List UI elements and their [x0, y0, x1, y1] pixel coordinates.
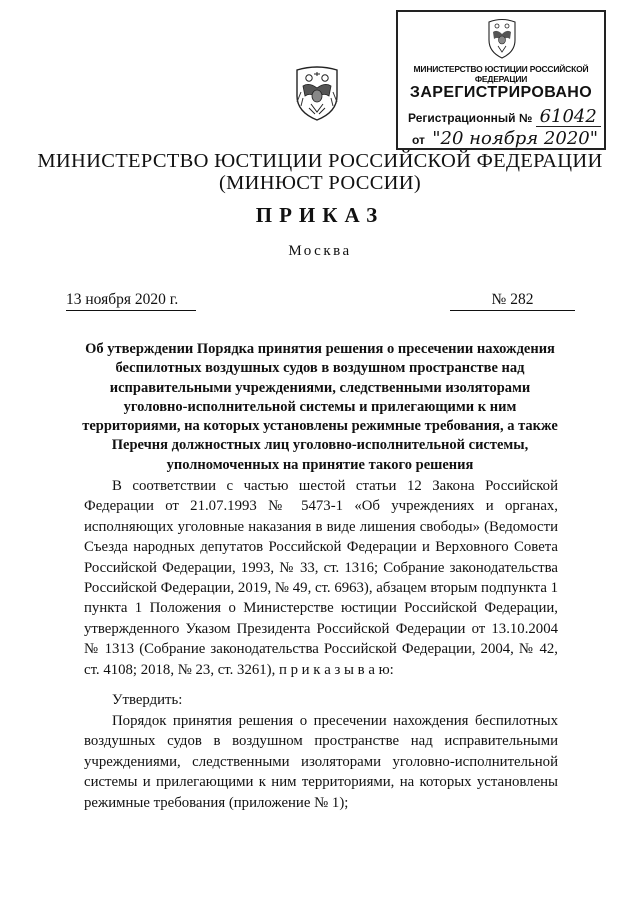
stamp-reg-label: Регистрационный №	[408, 111, 533, 125]
stamp-ministry-name: МИНИСТЕРСТВО ЮСТИЦИИ РОССИЙСКОЙ ФЕДЕРАЦИИ	[413, 64, 589, 84]
stamp-reg-number: 61042	[536, 108, 601, 127]
stamp-date-value: "20 ноября 2020"	[428, 130, 602, 149]
document-title: Об утверждении Порядка принятия решения о пресечении нахождения беспилотных воздушных судов в воздушном пространстве над исправительными учреждениями, следственными изоляторами уголовно-исполнительной системы и прилегающими к ним территориями, на которых установлены режимные требования, а также Перечня должностных лиц уголовно-исполнительной системы, уполномоченных на принятие такого решения	[82, 341, 558, 473]
document-city: Москва	[288, 243, 352, 259]
stamp-coat-of-arms-icon	[483, 16, 521, 60]
stamp-status: ЗАРЕГИСТРИРОВАНО	[409, 84, 593, 101]
preamble-paragraph: В соответствии с частью шестой статьи 12 Закона Российской Федерации от 21.07.1993 № 5473-1 «Об учреждениях и органах, исполняющих уголовные наказания в виде лишения свободы» (Ведомости Съезда народных депутатов Российской Федерации и Верховного Совета Российской Федерации, 1993, № 33, ст. 1316; Собрание законодательства Российской Федерации, 2019, № 49, ст. 6963), абзацем вторым подпункта 1 пункта 1 Положения о Министерстве юстиции Российской Федерации, утвержденного Указом Президента Российской Федерации от 13.10.2004 № 1313 (Собрание законодательства Российской Федерации, 2004, № 42, ст. 4108; 2018, № 23, ст. 3261), п р и к а з ы в а ю:	[84, 478, 558, 678]
approve-item-1: Порядок принятия решения о пресечении нахождения беспилотных воздушных судов в воздушном пространстве над исправительными учреждениями, следственными изоляторами уголовно-исполнительной системы и прилегающими к ним территориями, на которых установлены режимные требования (приложение № 1);	[84, 713, 558, 811]
approve-heading: Утвердить:	[112, 692, 183, 708]
stamp-registration-date	[412, 130, 602, 149]
document-type: ПРИКАЗ	[255, 203, 385, 227]
ministry-name: МИНИСТЕРСТВО ЮСТИЦИИ РОССИЙСКОЙ ФЕДЕРАЦИИ	[37, 150, 603, 172]
stamp-date-prefix: от	[412, 133, 425, 147]
document-number: № 282	[450, 291, 575, 311]
registration-stamp	[396, 10, 606, 150]
coat-of-arms-icon	[287, 62, 347, 124]
ministry-short-name: (МИНЮСТ РОССИИ)	[218, 172, 422, 194]
stamp-registration-number	[408, 108, 601, 127]
document-date: 13 ноября 2020 г.	[66, 291, 196, 311]
